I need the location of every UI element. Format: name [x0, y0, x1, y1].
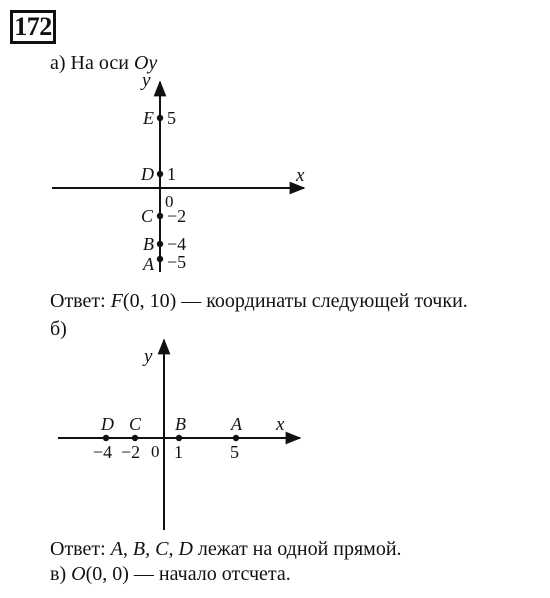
part-a-point-b-value: −4 — [167, 234, 187, 254]
part-b-point-c-letter: C — [129, 414, 142, 434]
part-c-rest: (0, 0) — начало отсчета. — [85, 563, 291, 585]
part-b-point-d-value: −4 — [93, 442, 113, 462]
part-a-y-label: y — [142, 70, 151, 91]
part-a-answer-point: F — [110, 290, 123, 312]
part-a-point-a-value: −5 — [167, 252, 187, 272]
part-a-point-b-letter: B — [143, 234, 154, 254]
part-a-origin-label: 0 — [165, 192, 174, 211]
part-b-x-label: x — [276, 414, 285, 435]
part-b-answer-rest: лежат на одной прямой. — [192, 538, 402, 560]
part-b-point-b-letter: B — [175, 414, 186, 434]
part-a-axis-name: Oy — [133, 52, 158, 74]
part-b-label: б) — [50, 318, 67, 340]
part-b-point-a-value: 5 — [230, 442, 239, 462]
part-a-point-d-value: 1 — [167, 164, 176, 184]
part-b-point-b — [176, 435, 182, 441]
part-b-answer — [50, 538, 402, 560]
part-c-point: O — [71, 563, 86, 585]
part-c-text — [50, 563, 291, 585]
part-a-x-label: x — [296, 165, 305, 186]
problem-number: 172 — [10, 10, 56, 44]
part-b-point-c-value: −2 — [121, 442, 141, 462]
part-b-origin-label: 0 — [151, 442, 160, 461]
part-a-answer-rest: (0, 10) — координаты следующей точки. — [122, 290, 468, 312]
part-b-point-a-letter: A — [231, 414, 242, 434]
part-b-y-label: y — [144, 346, 153, 367]
part-b-point-a — [233, 435, 239, 441]
part-b-point-b-value: 1 — [174, 442, 183, 462]
part-b-answer-letters: A, B, C, D — [110, 538, 193, 560]
part-b-point-d — [103, 435, 109, 441]
part-b-point-c — [132, 435, 138, 441]
part-a-point-c-letter: C — [141, 206, 154, 226]
part-c-prefix: в) — [50, 563, 72, 585]
part-a-point-a-letter: A — [143, 254, 154, 274]
part-b-answer-prefix: Ответ: — [50, 538, 111, 560]
part-b-point-d-letter: D — [101, 414, 114, 434]
part-a-point-d-letter: D — [141, 164, 154, 184]
part-a-prefix: а) На оси — [50, 52, 134, 74]
part-a-point-c-value: −2 — [167, 206, 187, 226]
part-a-point-e-letter: E — [143, 108, 154, 128]
part-a-point-e-value: 5 — [167, 108, 176, 128]
part-a-answer-prefix: Ответ: — [50, 290, 111, 312]
